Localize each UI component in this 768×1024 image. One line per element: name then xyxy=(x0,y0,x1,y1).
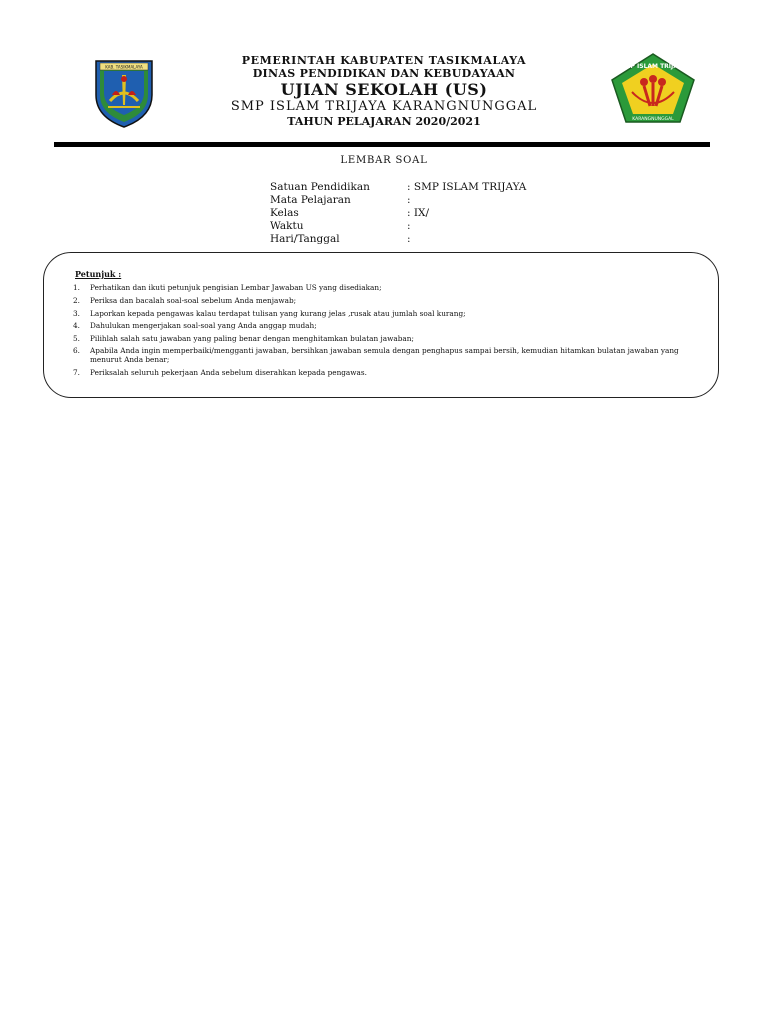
emblem-top-text: SMP ISLAM TRIJAYA xyxy=(620,63,686,70)
field-row-time xyxy=(270,220,570,233)
field-label: Satuan Pendidikan xyxy=(270,181,370,193)
field-row-date xyxy=(270,233,570,246)
instruction-item xyxy=(73,309,688,318)
instruction-number: 1. xyxy=(73,283,80,292)
field-value: : xyxy=(407,194,411,206)
instruction-item xyxy=(73,296,688,305)
field-value: : xyxy=(407,233,411,245)
header-exam-title: UJIAN SEKOLAH (US) xyxy=(280,80,488,99)
instruction-text: Periksa dan bacalah soal-soal sebelum Anda menjawab; xyxy=(90,295,297,305)
field-row-class xyxy=(270,207,570,220)
instructions-heading: Petunjuk : xyxy=(75,269,122,279)
instruction-item xyxy=(73,346,688,364)
sheet-title: LEMBAR SOAL xyxy=(340,155,428,166)
instruction-text: Laporkan kepada pengawas kalau terdapat tulisan yang kurang jelas ,rusak atau jumlah soal kurang; xyxy=(90,308,466,318)
field-row-education-unit xyxy=(270,181,570,194)
instruction-text: Apabila Anda ingin memperbaiki/mengganti jawaban, bersihkan jawaban semula dengan penghapus sampai bersih, kemudian hitamkan bulatan jawaban yang menurut Anda benar; xyxy=(90,346,679,365)
instruction-item xyxy=(73,334,688,343)
instruction-number: 4. xyxy=(73,321,80,331)
header-divider xyxy=(54,142,710,147)
header-government: PEMERINTAH KABUPATEN TASIKMALAYA xyxy=(241,54,527,67)
instruction-text: Perhatikan dan ikuti petunjuk pengisian Lembar Jawaban US yang disediakan; xyxy=(90,283,382,292)
field-label: Mata Pelajaran xyxy=(270,194,351,206)
instruction-number: 5. xyxy=(73,334,80,344)
identity-fields xyxy=(270,181,570,246)
field-value: : IX/ xyxy=(407,207,430,219)
instruction-number: 6. xyxy=(73,346,80,356)
instruction-text: Dahulukan mengerjakan soal-soal yang Anda anggap mudah; xyxy=(90,321,317,331)
field-value: : SMP ISLAM TRIJAYA xyxy=(407,181,527,193)
header-department: DINAS PENDIDIKAN DAN KEBUDAYAAN xyxy=(252,67,516,80)
emblem-bottom-text: KARANGNUNGGAL xyxy=(632,117,674,122)
instruction-text: Pilihlah salah satu jawaban yang paling benar dengan menghitamkan bulatan jawaban; xyxy=(90,334,414,344)
header-school-name: SMP ISLAM TRIJAYA KARANGNUNGGAL xyxy=(230,99,538,114)
field-value: : xyxy=(407,220,411,232)
header-academic-year: TAHUN PELAJARAN 2020/2021 xyxy=(287,115,481,128)
field-row-subject xyxy=(270,194,570,207)
instruction-number: 3. xyxy=(73,308,80,318)
crest-banner-text: KAB. TASIKMALAYA xyxy=(105,64,143,70)
school-emblem-icon xyxy=(608,52,698,124)
instructions-list xyxy=(73,283,688,381)
instruction-item xyxy=(73,283,688,292)
instruction-item xyxy=(73,321,688,330)
field-label: Kelas xyxy=(270,207,299,219)
instruction-number: 7. xyxy=(73,367,80,377)
field-label: Waktu xyxy=(270,220,304,232)
instruction-item xyxy=(73,368,688,377)
instruction-text: Periksalah seluruh pekerjaan Anda sebelum diserahkan kepada pengawas. xyxy=(90,367,367,377)
field-label: Hari/Tanggal xyxy=(270,233,340,245)
instruction-number: 2. xyxy=(73,295,80,305)
